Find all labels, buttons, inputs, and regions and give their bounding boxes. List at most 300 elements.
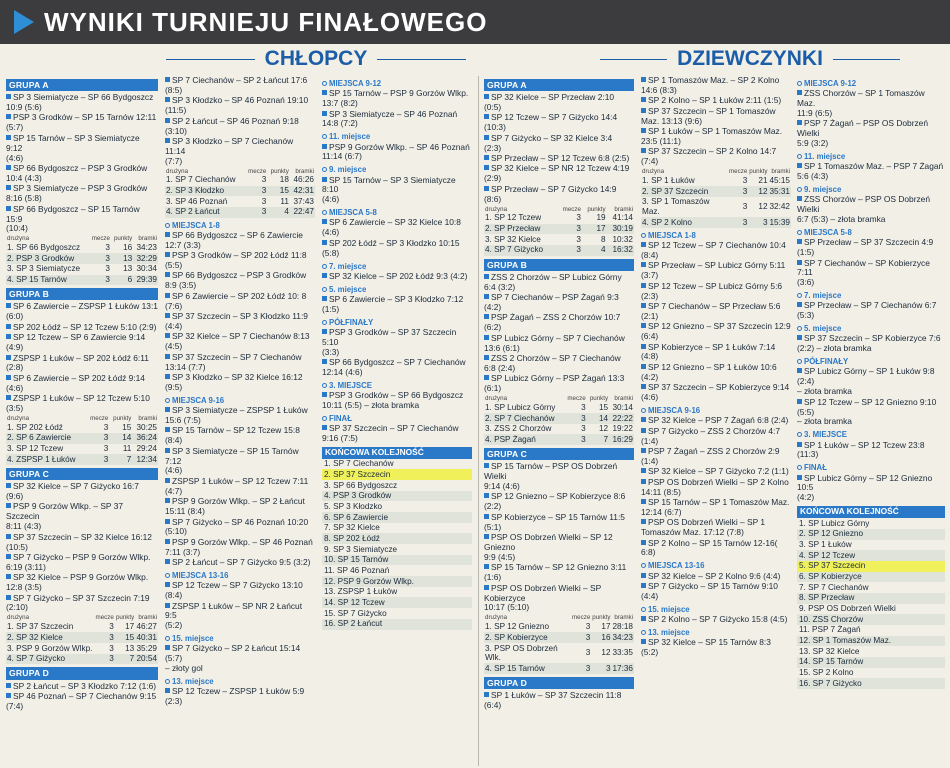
- standings-cell: 3: [89, 275, 111, 286]
- standings-cell: 13: [125, 643, 135, 653]
- match-score: (2:3): [641, 290, 659, 301]
- standings-cell: 18: [279, 175, 289, 185]
- square-bullet-icon: [641, 128, 646, 133]
- standings-cell: 19:22: [612, 424, 633, 434]
- standings-cell: 46:27: [136, 622, 157, 632]
- final-standings-item: 6. SP Kobierzyce: [797, 572, 945, 583]
- match-result: [165, 538, 315, 558]
- match-result: [484, 93, 634, 113]
- round-header: [641, 406, 791, 415]
- match-score: (4:4): [165, 321, 183, 331]
- standings-cell: 17: [125, 622, 135, 632]
- round-label: MIEJSCA 9-16: [648, 406, 701, 416]
- standings-cell: 2. PSP 3 Grodków: [6, 253, 89, 264]
- match-teams: ZSS Chorzów – SP 1 Tomaszów Maz.: [797, 88, 925, 109]
- final-standings-item: 10. ZSS Chorzów: [797, 614, 945, 625]
- match-teams: SP 7 Giżycko – SP 37 Szczecin 7:19: [13, 592, 150, 603]
- circle-bullet-icon: [165, 573, 170, 578]
- match-result: [165, 117, 315, 137]
- match-score: – złoty gol: [165, 663, 203, 674]
- match-score: 13:6 (6:1): [484, 342, 520, 353]
- standings-cell: 3: [94, 632, 114, 643]
- match-teams: SP Przecław – SP Lubicz Górny 5:11: [648, 260, 786, 271]
- square-bullet-icon: [484, 94, 489, 99]
- match-teams: SP 1 Łuków – SP 12 Tczew 23:8 (11:3): [797, 439, 925, 460]
- standings-cell: 22:22: [609, 413, 634, 424]
- square-bullet-icon: [165, 252, 170, 257]
- match-result: [641, 383, 791, 403]
- standings-cell: 3: [728, 217, 748, 228]
- standings-cell: 10:32: [612, 234, 633, 244]
- standings-cell: 13: [111, 253, 133, 264]
- match-result: [641, 343, 791, 363]
- match-teams: SP Przecław – SP 7 Giżycko 14:9 (8:6): [484, 183, 617, 204]
- match-result: [797, 441, 945, 461]
- square-bullet-icon: [322, 90, 327, 95]
- match-score: (7:6): [165, 300, 183, 311]
- round-label: 5. miejsce: [804, 324, 842, 334]
- match-score: (7:4): [6, 700, 24, 711]
- standings-cell: 11: [280, 196, 289, 206]
- match-score: – złota bramka: [797, 386, 852, 397]
- circle-bullet-icon: [165, 398, 170, 403]
- match-teams: SP Przecław – SP 12 Tczew 6:8 (2:5): [491, 153, 630, 164]
- match-teams: PSP OS Dobrzeń Wielki – SP 2 Kolno: [648, 476, 789, 487]
- match-score: (5:2): [641, 646, 659, 657]
- match-teams: PSP 9 Gorzów Wlkp. – SP 46 Poznań: [172, 536, 313, 547]
- match-result: [165, 558, 315, 568]
- round-header: [322, 381, 472, 390]
- circle-bullet-icon: [797, 187, 802, 192]
- square-bullet-icon: [165, 293, 170, 298]
- standings-cell: 2. SP 6 Zawiercie: [6, 433, 86, 444]
- standings-cell: 3. ZSS 2 Chorzów: [485, 424, 552, 434]
- square-bullet-icon: [165, 559, 170, 564]
- match-result: [641, 322, 791, 342]
- standings-row: [6, 643, 158, 654]
- match-result: [322, 328, 472, 358]
- match-score: 9:14 (4:6): [484, 481, 520, 492]
- standings-cell: 1. SP 7 Ciechanów: [166, 175, 236, 185]
- standings-header-row: [165, 168, 315, 175]
- match-score: (10:5): [6, 541, 28, 552]
- match-result: [797, 334, 945, 354]
- standings-header-team: drużyna: [485, 395, 508, 403]
- square-bullet-icon: [484, 294, 489, 299]
- standings-cell: 2. SP Przecław: [484, 224, 557, 235]
- match-result: [797, 238, 945, 258]
- standings-cell: 3: [103, 444, 109, 454]
- match-teams: SP 3 Siemiatycze – PSP 3 Grodków: [13, 183, 148, 194]
- square-bullet-icon: [6, 483, 11, 488]
- match-result: [641, 638, 791, 658]
- standings-table: [641, 168, 791, 228]
- standings-header-points: punkty: [115, 614, 135, 622]
- match-score: (4:5): [165, 341, 183, 352]
- standings-header-goals: bramki: [614, 395, 633, 403]
- match-teams: SP 1 Tomaszów Maz. – SP 2 Kolno: [648, 76, 780, 85]
- final-standings-item: 2. SP 12 Gniezno: [797, 529, 945, 540]
- round-header: [797, 430, 945, 439]
- standings-cell: 36:24: [132, 433, 158, 444]
- square-bullet-icon: [6, 574, 11, 579]
- standings-cell: 11: [122, 444, 132, 454]
- standings-cell: 4. PSP Żagań: [484, 434, 564, 445]
- standings-cell: 3: [581, 424, 586, 434]
- standings-header-matches: mecze: [572, 614, 591, 622]
- standings-row: [484, 224, 634, 235]
- square-bullet-icon: [484, 186, 489, 191]
- standings-cell: 7: [587, 434, 609, 445]
- standings-row: [6, 264, 158, 275]
- group-header: GRUPA C: [484, 448, 634, 460]
- circle-bullet-icon: [322, 167, 327, 172]
- standings-cell: 3: [748, 217, 768, 228]
- match-teams: SP 7 Giżycko – PSP 9 Gorzów Wlkp.: [13, 551, 151, 562]
- standings-header-row: [6, 415, 158, 422]
- standings-table: [6, 614, 158, 664]
- match-teams: SP 2 Łańcut – SP 7 Giżycko 9:5 (3:2): [172, 557, 311, 568]
- round-label: MIEJSCA 9-12: [329, 79, 382, 88]
- standings-cell: 16:32: [607, 245, 634, 256]
- square-bullet-icon: [6, 324, 11, 329]
- square-bullet-icon: [165, 272, 170, 277]
- match-result: [484, 293, 634, 313]
- square-bullet-icon: [322, 177, 327, 182]
- match-teams: SP 1 Tomaszów Maz. – PSP 7 Żagań: [804, 161, 944, 172]
- standings-cell: 3: [109, 622, 114, 632]
- circle-bullet-icon: [641, 630, 646, 635]
- standings-cell: 12: [598, 424, 609, 434]
- standings-row: [484, 663, 634, 674]
- round-header: [322, 79, 472, 88]
- match-result: [165, 426, 315, 446]
- round-label: 11. miejsce: [329, 132, 371, 142]
- round-header: [322, 262, 472, 271]
- final-standings-item: 4. SP 12 Tczew: [797, 550, 945, 561]
- match-score: 6:7 (5:3) – złota bramka: [797, 214, 886, 225]
- match-teams: SP 7 Ciechanów – SP Przecław 5:6 (2:1): [641, 300, 781, 321]
- match-teams: SP Lubicz Górny – SP 12 Gniezno 10:5: [797, 472, 933, 493]
- square-bullet-icon: [484, 585, 489, 590]
- standings-cell: 35:31: [769, 186, 790, 196]
- standings-row: [6, 243, 158, 254]
- match-score: (0:5): [484, 102, 502, 113]
- match-teams: SP 32 Kielce – PSP 7 Żagań 6:8 (2:4): [648, 415, 789, 426]
- match-teams: PSP 9 Gorzów Wlkp. – SP 46 Poznań: [329, 141, 470, 152]
- standings-cell: 12:34: [132, 454, 158, 465]
- match-teams: SP 7 Giżycko – SP 46 Poznań 10:20: [172, 516, 309, 527]
- round-header: [322, 414, 472, 423]
- match-result: [641, 107, 791, 127]
- square-bullet-icon: [484, 534, 489, 539]
- round-label: 3. MIEJSCE: [329, 380, 372, 390]
- final-standings-list: [322, 459, 472, 630]
- match-result: [641, 582, 791, 602]
- standings-header-points: punkty: [592, 614, 611, 622]
- match-result: [484, 533, 634, 563]
- match-result: [641, 282, 791, 302]
- square-bullet-icon: [641, 364, 646, 369]
- match-score: (6:4): [641, 331, 659, 342]
- standings-header-goals: bramki: [138, 614, 157, 622]
- match-result: [322, 295, 472, 315]
- match-score: 12:14 (4:6): [322, 366, 363, 377]
- standings-header-team: drużyna: [642, 168, 665, 176]
- square-bullet-icon: [484, 463, 489, 468]
- round-header: [322, 318, 472, 327]
- match-teams: ZSPSP 1 Łuków – SP 12 Tczew 7:11 (4:7): [165, 475, 309, 496]
- match-result: [484, 134, 634, 154]
- standings-cell: 3: [109, 643, 114, 653]
- round-header: [165, 634, 315, 643]
- final-standings-item: 15. SP 7 Giżycko: [324, 608, 387, 618]
- match-result: [165, 406, 315, 426]
- match-score: (8:5): [165, 84, 183, 95]
- standings-table: [484, 395, 634, 445]
- match-score: 9:9 (4:5): [484, 551, 516, 562]
- match-score: (4:2): [797, 492, 815, 503]
- round-header: [797, 324, 945, 333]
- match-teams: SP 2 Kolno – SP 1 Łuków 2:11 (1:5): [648, 95, 782, 106]
- match-result: [6, 184, 158, 204]
- group-header: GRUPA A: [6, 79, 158, 91]
- match-result: [322, 272, 472, 282]
- standings-cell: 4: [582, 245, 607, 256]
- standings-header-matches: mecze: [248, 167, 267, 175]
- match-teams: SP 7 Ciechanów – SP 2 Łańcut 17:6: [172, 76, 308, 85]
- standings-header-team: drużyna: [166, 167, 189, 175]
- standings-table: [6, 235, 158, 285]
- standings-cell: 14: [587, 413, 609, 424]
- match-teams: SP 6 Zawiercie – SP 32 Kielce 10:8: [329, 217, 461, 228]
- match-result: [165, 231, 315, 251]
- match-teams: SP 7 Giżycko – SP 32 Kielce 3:4: [491, 132, 613, 143]
- round-header: [322, 285, 472, 294]
- square-bullet-icon: [641, 344, 646, 349]
- match-teams: PSP Żagań – ZSS 2 Chorzów 10:7: [491, 312, 621, 323]
- match-teams: SP 37 Szczecin – SP 3 Kłodzko 11:9: [172, 311, 308, 322]
- square-bullet-icon: [6, 534, 11, 539]
- standings-header-points: punkty: [270, 167, 289, 175]
- round-label: PÓŁFINAŁY: [329, 317, 374, 327]
- match-teams: SP 12 Gniezno – SP 1 Łuków 10:6 (4:2): [641, 361, 777, 382]
- standings-cell: 37:43: [293, 196, 314, 206]
- standings-cell: 21: [758, 175, 768, 185]
- match-result: [641, 261, 791, 281]
- standings-cell: 2. SP 37 Szczecin: [641, 186, 728, 197]
- match-result: [6, 573, 158, 593]
- circle-bullet-icon: [322, 320, 327, 325]
- circle-bullet-icon: [322, 264, 327, 269]
- standings-cell: 30:34: [136, 264, 157, 274]
- square-bullet-icon: [641, 97, 646, 102]
- match-teams: SP 15 Tarnów – SP 12 Tczew 15:8 (8:4): [165, 425, 300, 446]
- square-bullet-icon: [165, 77, 170, 82]
- match-teams: SP 12 Tczew – SP 6 Zawiercie 9:14 (4:9): [6, 332, 146, 353]
- square-bullet-icon: [484, 514, 489, 519]
- match-result: [322, 358, 472, 378]
- standings-cell: 13: [123, 264, 133, 274]
- match-score: (8:4): [641, 249, 659, 260]
- match-teams: SP 6 Zawiercie – ZSPSP 1 Łuków 13:1: [13, 301, 158, 312]
- match-score: (1:4): [641, 455, 659, 466]
- match-teams: SP 12 Tczew – SP Lubicz Górny 5:6: [648, 280, 783, 291]
- standings-cell: 15: [115, 632, 135, 643]
- final-standings-item: 16. SP 7 Giżycko: [797, 678, 945, 689]
- standings-table: [165, 168, 315, 218]
- circle-bullet-icon: [797, 326, 802, 331]
- standings-cell: 30:19: [607, 224, 634, 235]
- circle-bullet-icon: [165, 636, 170, 641]
- match-result: [6, 533, 158, 553]
- square-bullet-icon: [165, 313, 170, 318]
- round-header: [165, 221, 315, 230]
- match-result: [797, 398, 945, 428]
- standings-header-team: drużyna: [7, 414, 30, 422]
- standings-cell: 12: [748, 186, 768, 197]
- match-result: [797, 195, 945, 225]
- match-teams: SP 37 Szczecin – SP 2 Kolno 14:7: [648, 146, 777, 157]
- match-result: [641, 147, 791, 167]
- round-label: MIEJSCA 1-8: [172, 220, 220, 230]
- square-bullet-icon: [6, 185, 11, 190]
- match-score: (10:4): [6, 223, 28, 234]
- square-bullet-icon: [797, 399, 802, 404]
- match-teams: SP 12 Gniezno – SP Kobierzyce 8:6: [491, 491, 626, 502]
- standings-header-matches: mecze: [562, 205, 581, 213]
- match-result: [641, 427, 791, 447]
- match-score: (4:4): [641, 590, 659, 601]
- match-teams: SP 3 Siemiatycze – SP 66 Bydgoszcz: [13, 92, 154, 103]
- circle-bullet-icon: [797, 293, 802, 298]
- standings-cell: 3: [105, 243, 110, 253]
- match-result: [484, 492, 634, 512]
- match-score: 12:8 (3:5): [6, 582, 42, 593]
- circle-bullet-icon: [797, 154, 802, 159]
- match-score: (3:6): [797, 277, 815, 288]
- square-bullet-icon: [641, 519, 646, 524]
- match-teams: PSP OS Dobrzeń Wielki – SP 1: [648, 517, 765, 528]
- round-label: 7. miejsce: [804, 291, 842, 301]
- circle-bullet-icon: [797, 359, 802, 364]
- match-teams: SP 32 Kielce – SP Przecław 2:10: [491, 92, 615, 103]
- standings-row: [484, 632, 634, 643]
- match-teams: SP 46 Poznań – SP 7 Ciechanów 9:15: [13, 690, 157, 701]
- match-teams: SP 15 Tarnów – SP 1 Tomaszów Maz.: [648, 496, 790, 507]
- match-score: (6:1): [484, 383, 502, 394]
- match-result: [484, 513, 634, 533]
- standings-cell: 34:23: [612, 632, 633, 642]
- round-header: [641, 231, 791, 240]
- square-bullet-icon: [641, 448, 646, 453]
- match-teams: SP 12 Gniezno – SP 37 Szczecin 12:9: [648, 321, 791, 332]
- match-teams: SP Lubicz Górny – SP 7 Ciechanów: [491, 332, 625, 343]
- standings-header-points: punkty: [749, 168, 768, 176]
- standings-table: [484, 614, 634, 674]
- standings-cell: 16:29: [609, 434, 634, 445]
- round-label: MIEJSCA 1-8: [648, 230, 696, 240]
- standings-row: [165, 196, 315, 207]
- group-header: GRUPA D: [6, 667, 158, 679]
- match-teams: SP 32 Kielce – PSP 9 Gorzów Wlkp.: [13, 572, 149, 583]
- match-result: [165, 292, 315, 312]
- standings-row: [6, 632, 158, 643]
- match-score: 15:11 (8:4): [165, 506, 205, 517]
- final-standings: [322, 447, 472, 630]
- match-result: [322, 218, 472, 238]
- match-result: [797, 259, 945, 289]
- final-standings-item: 11. PSP 7 Żagań: [799, 625, 861, 635]
- final-standings: [797, 506, 945, 689]
- match-score: (4:6): [322, 227, 340, 238]
- match-result: [641, 302, 791, 322]
- square-bullet-icon: [641, 428, 646, 433]
- match-score: (6:0): [6, 311, 24, 322]
- standings-row: [641, 175, 791, 186]
- final-standings-item: 10. SP 15 Tarnów: [322, 555, 472, 566]
- round-label: MIEJSCA 9-16: [172, 395, 225, 405]
- final-standings-item: 5. SP 3 Kłodzko: [324, 501, 383, 511]
- standings-row: [6, 433, 158, 444]
- square-bullet-icon: [165, 232, 170, 237]
- final-standings-item: 5. SP 37 Szczecin: [797, 561, 945, 572]
- match-teams: SP 7 Ciechanów – PSP Żagań 9:3: [491, 292, 619, 303]
- match-score: (4:2): [484, 301, 502, 312]
- standings-cell: 33:35: [612, 648, 633, 658]
- header-bar: [0, 0, 950, 44]
- match-teams: SP 12 Tczew – SP 12 Gniezno 9:10 (5:5): [797, 396, 937, 417]
- standings-cell: 3: [245, 186, 268, 197]
- standings-cell: 2. SP 7 Ciechanów: [484, 413, 564, 424]
- group-header: GRUPA D: [484, 677, 634, 689]
- standings-cell: 12: [601, 648, 611, 658]
- standings-header-row: [484, 206, 634, 213]
- match-teams: ZSS 2 Chorzów – SP 7 Ciechanów: [491, 353, 621, 363]
- standings-cell: 8: [601, 234, 606, 244]
- match-score: (2:10): [6, 602, 28, 613]
- square-bullet-icon: [165, 645, 170, 650]
- match-teams: SP 12 Tczew – SP 7 Giżycko 13:10 (8:4): [165, 580, 303, 601]
- match-result: [641, 96, 791, 106]
- match-teams: SP Przecław – SP 37 Szczecin 4:9 (1:5): [797, 237, 934, 258]
- match-teams: SP 37 Szczecin – SP Kobierzyce 7:6: [804, 333, 941, 344]
- standings-cell: 40:31: [136, 632, 157, 642]
- match-score: 8:16 (5:8): [6, 193, 42, 204]
- circle-bullet-icon: [165, 223, 170, 228]
- square-bullet-icon: [165, 603, 170, 608]
- standings-cell: 3: [94, 654, 114, 665]
- square-bullet-icon: [6, 395, 11, 400]
- match-teams: PSP 9 Gorzów Wlkp. – SP 2 Łańcut: [172, 496, 305, 507]
- square-bullet-icon: [6, 595, 11, 600]
- match-score: 6:4 (3:2): [484, 281, 516, 292]
- standings-cell: 1. SP 12 Gniezno: [485, 622, 550, 632]
- match-result: [484, 334, 634, 354]
- standings-row: [484, 434, 634, 445]
- boys-column-1: [6, 76, 158, 766]
- match-result: [641, 127, 791, 147]
- match-score: (7:7): [165, 155, 183, 166]
- match-teams: SP 1 Łuków – SP 37 Szczecin 11:8: [491, 690, 622, 701]
- match-score: 7:11 (3:7): [165, 546, 201, 557]
- match-result: [165, 76, 315, 96]
- standings-cell: 20:54: [136, 654, 157, 664]
- square-bullet-icon: [484, 114, 489, 119]
- standings-header-row: [484, 614, 634, 621]
- girls-column-2: [641, 76, 791, 766]
- round-header: [165, 571, 315, 580]
